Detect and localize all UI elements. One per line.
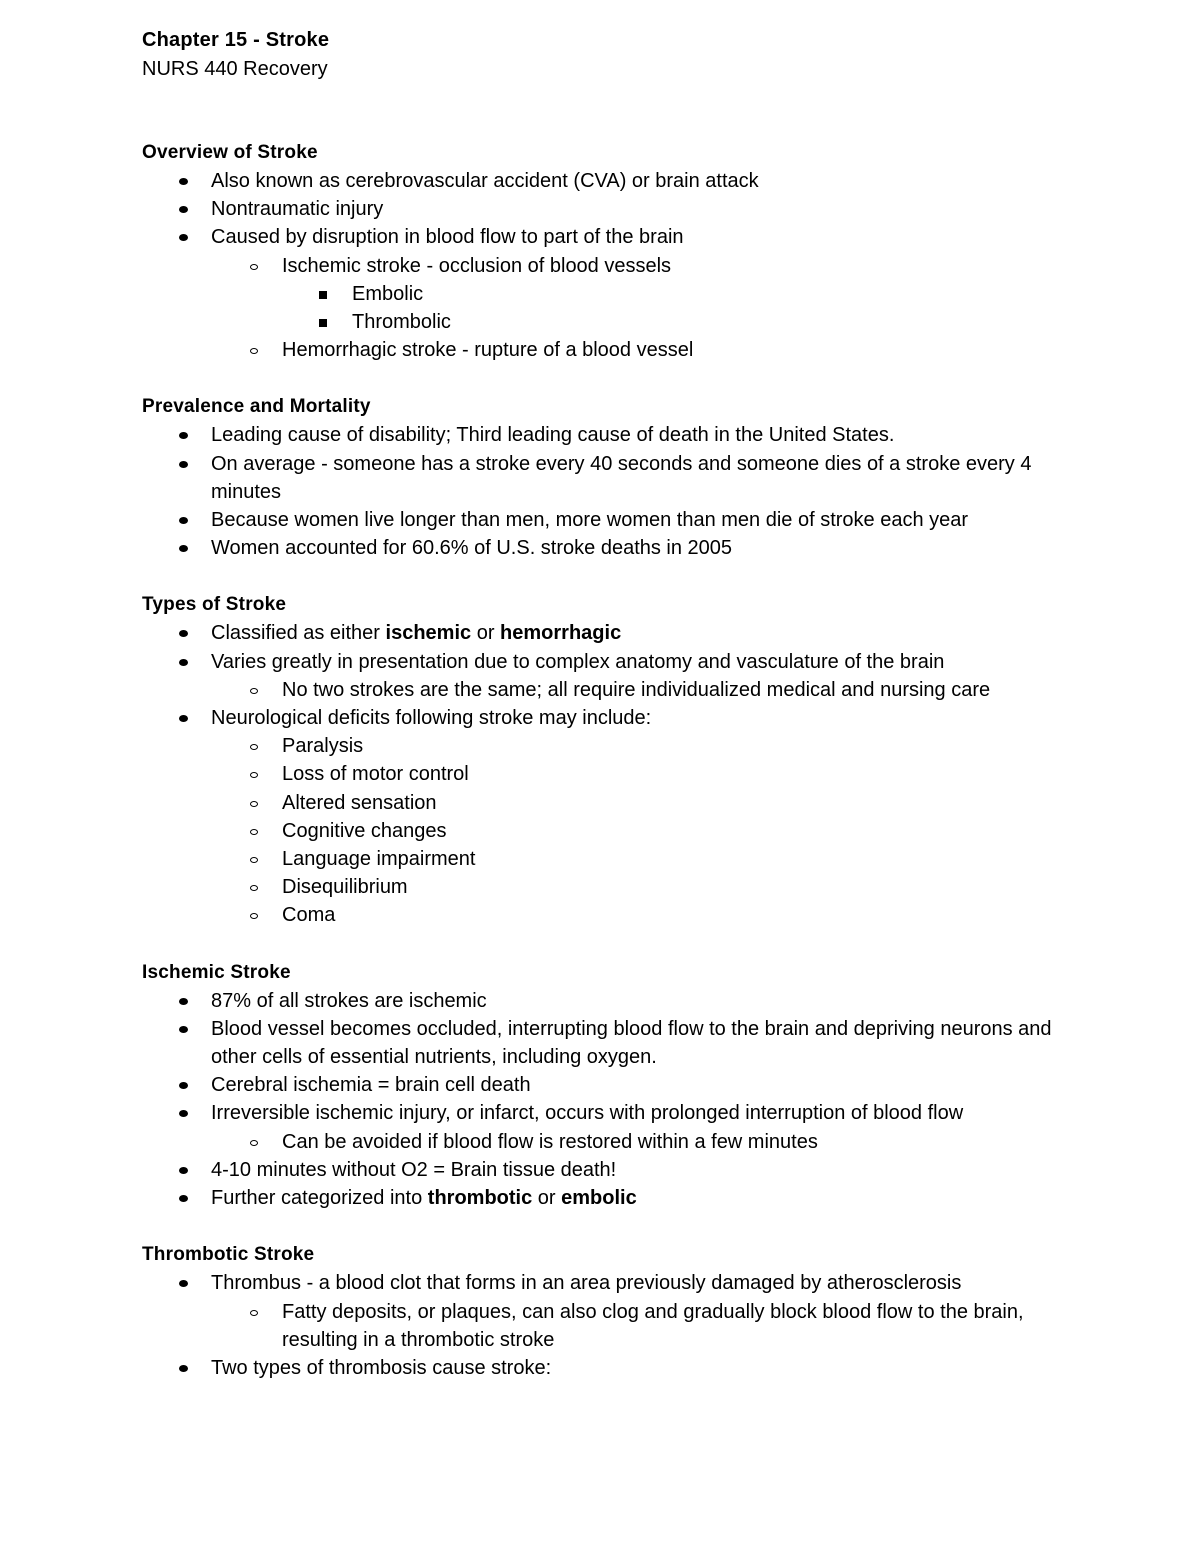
list-item: Disequilibrium [142,873,1082,901]
list-item: Irreversible ischemic injury, or infarct, occurs with prolonged interruption of blood flow [142,1099,1082,1127]
square-bullet-icon [319,291,327,299]
list-item: Loss of motor control [142,760,1082,788]
list-item: Classified as either ischemic or hemorrhagic [142,619,1082,647]
section-thrombotic [142,1241,1082,1382]
list-item: Blood vessel becomes occluded, interrupting blood flow to the brain and depriving neurons and other cells of essential nutrients, including oxygen. [142,1015,1082,1071]
section-prevalence [142,393,1082,562]
list-item: Cerebral ischemia = brain cell death [142,1071,1082,1099]
square-bullet-icon [319,319,327,327]
document-page [142,26,1082,1382]
list-item: 4-10 minutes without O2 = Brain tissue death! [142,1156,1082,1184]
circle-bullet-icon [250,1140,258,1146]
list-item: Varies greatly in presentation due to complex anatomy and vasculature of the brain [142,648,1082,676]
section-heading: Prevalence and Mortality [142,396,371,418]
disc-bullet-icon [179,1365,188,1372]
disc-bullet-icon [179,1026,188,1033]
disc-bullet-icon [179,545,188,552]
bullet-list [142,619,1082,929]
list-item: Hemorrhagic stroke - rupture of a blood vessel [142,336,1082,364]
section-types [142,591,1082,929]
list-item: Thrombus - a blood clot that forms in an area previously damaged by atherosclerosis [142,1269,1082,1297]
list-item: 87% of all strokes are ischemic [142,987,1082,1015]
list-item: On average - someone has a stroke every 40 seconds and someone dies of a stroke every 4 minutes [142,450,1082,506]
disc-bullet-icon [179,178,188,185]
circle-bullet-icon [250,264,258,270]
disc-bullet-icon [179,234,188,241]
list-item: Cognitive changes [142,817,1082,845]
disc-bullet-icon [179,659,188,666]
circle-bullet-icon [250,1310,258,1316]
disc-bullet-icon [179,1082,188,1089]
section-heading: Types of Stroke [142,594,287,616]
circle-bullet-icon [250,772,258,778]
circle-bullet-icon [250,348,258,354]
list-item: Fatty deposits, or plaques, can also clog and gradually block blood flow to the brain, resulting in a thrombotic stroke [142,1298,1082,1354]
list-item: Caused by disruption in blood flow to part of the brain [142,223,1082,251]
section-heading: Thrombotic Stroke [142,1244,315,1266]
list-item: Because women live longer than men, more women than men die of stroke each year [142,506,1082,534]
circle-bullet-icon [250,857,258,863]
bullet-list [142,987,1082,1213]
section-ischemic [142,959,1082,1213]
circle-bullet-icon [250,913,258,919]
list-item: Altered sensation [142,789,1082,817]
disc-bullet-icon [179,998,188,1005]
list-item: Embolic [142,280,1082,308]
list-item: Neurological deficits following stroke may include: [142,704,1082,732]
list-item: Can be avoided if blood flow is restored within a few minutes [142,1128,1082,1156]
section-overview [142,139,1082,364]
bullet-list [142,1269,1082,1382]
disc-bullet-icon [179,715,188,722]
bullet-list [142,167,1082,364]
list-item: Language impairment [142,845,1082,873]
disc-bullet-icon [179,1167,188,1174]
disc-bullet-icon [179,630,188,637]
circle-bullet-icon [250,688,258,694]
list-item: Ischemic stroke - occlusion of blood vessels [142,252,1082,280]
list-item: Also known as cerebrovascular accident (CVA) or brain attack [142,167,1082,195]
list-item: Thrombolic [142,308,1082,336]
disc-bullet-icon [179,1110,188,1117]
list-item: Paralysis [142,732,1082,760]
disc-bullet-icon [179,432,188,439]
list-item: Further categorized into thrombotic or embolic [142,1184,1082,1212]
circle-bullet-icon [250,885,258,891]
disc-bullet-icon [179,461,188,468]
section-heading: Ischemic Stroke [142,961,291,983]
circle-bullet-icon [250,744,258,750]
list-item: Nontraumatic injury [142,195,1082,223]
circle-bullet-icon [250,801,258,807]
circle-bullet-icon [250,829,258,835]
disc-bullet-icon [179,206,188,213]
bullet-list [142,421,1082,562]
list-item: Coma [142,901,1082,929]
document-subtitle: NURS 440 Recovery [142,58,328,80]
list-item: Leading cause of disability; Third leading cause of death in the United States. [142,421,1082,449]
disc-bullet-icon [179,1195,188,1202]
list-item: No two strokes are the same; all require individualized medical and nursing care [142,676,1082,704]
list-item: Women accounted for 60.6% of U.S. stroke deaths in 2005 [142,534,1082,562]
disc-bullet-icon [179,1280,188,1287]
section-heading: Overview of Stroke [142,142,318,163]
document-title: Chapter 15 - Stroke [142,29,330,51]
disc-bullet-icon [179,517,188,524]
list-item: Two types of thrombosis cause stroke: [142,1354,1082,1382]
